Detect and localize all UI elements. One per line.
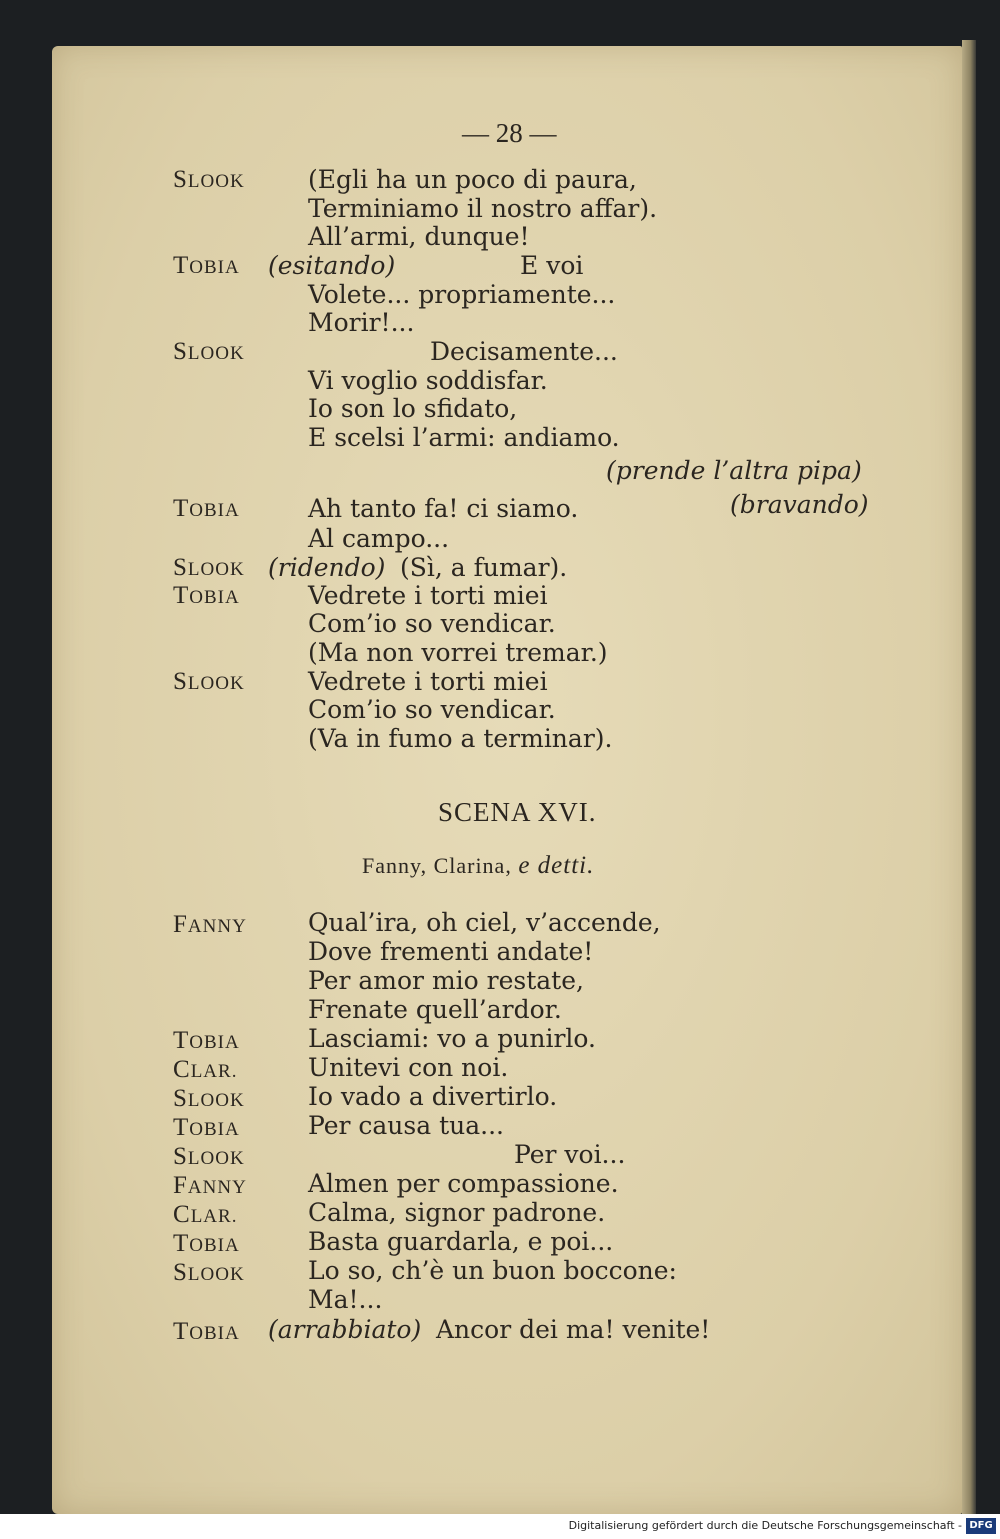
verse-line: Vi voglio soddisfar.	[308, 366, 548, 395]
verse-line: (Egli ha un poco di paura,	[308, 165, 637, 194]
verse-line: Unitevi con noi.	[308, 1053, 509, 1082]
digitization-footer	[0, 1514, 1000, 1539]
verse-line: Morir!...	[308, 308, 415, 337]
speaker-label: FANNY	[173, 1172, 247, 1199]
verse-line: Per amor mio restate,	[308, 966, 584, 995]
verse-line: E voi	[520, 251, 584, 280]
scene-title: SCENA XVI.	[438, 797, 597, 827]
speaker-label: SLOOK	[173, 338, 245, 365]
verse-line: All’armi, dunque!	[308, 222, 530, 251]
speaker-label: TOBIA	[173, 1027, 240, 1054]
speaker-label: SLOOK	[173, 668, 245, 695]
verse-line: Vedrete i torti miei	[308, 581, 548, 610]
scene-cast-names: Fanny, Clarina,	[362, 853, 512, 878]
stage-direction: (prende l’altra pipa)	[606, 456, 862, 485]
stage-direction: (arrabbiato)	[268, 1315, 422, 1344]
verse-line: Terminiamo il nostro affar).	[308, 194, 658, 223]
verse-line: Io vado a divertirlo.	[308, 1082, 558, 1111]
verse-line: Ancor dei ma! venite!	[436, 1315, 711, 1344]
speaker-label: SLOOK	[173, 554, 245, 581]
dfg-logo-icon: DFG	[966, 1518, 996, 1534]
verse-line: Lasciami: vo a punirlo.	[308, 1024, 596, 1053]
verse-line: Lo so, ch’è un buon boccone:	[308, 1256, 677, 1285]
speaker-label: TOBIA	[173, 252, 240, 279]
verse-line: Per causa tua...	[308, 1111, 504, 1140]
verse-line: Vedrete i torti miei	[308, 667, 548, 696]
verse-line: Ah tanto fa! ci siamo.	[308, 494, 579, 523]
verse-line: (Va in fumo a terminar).	[308, 724, 613, 753]
verse-line: E scelsi l’armi: andiamo.	[308, 423, 620, 452]
verse-line: Io son lo sfidato,	[308, 394, 518, 423]
speaker-label: SLOOK	[173, 1259, 245, 1286]
footer-credit: Digitalisierung gefördert durch die Deutsche Forschungsgemeinschaft -	[568, 1519, 962, 1532]
page-number: — 28 —	[462, 118, 557, 148]
speaker-label: SLOOK	[173, 1143, 245, 1170]
verse-line: Ma!...	[308, 1285, 383, 1314]
verse-line: Basta guardarla, e poi...	[308, 1227, 614, 1256]
book-spine	[962, 40, 976, 1518]
verse-line: Volete... propriamente...	[308, 280, 616, 309]
stage-direction: (esitando)	[268, 251, 396, 280]
speaker-label: TOBIA	[173, 1114, 240, 1141]
verse-line: Dove frementi andate!	[308, 937, 594, 966]
stage-direction: (bravando)	[730, 490, 869, 519]
speaker-label: TOBIA	[173, 1318, 240, 1345]
speaker-label: FANNY	[173, 911, 247, 938]
verse-line: (Sì, a fumar).	[400, 553, 568, 582]
verse-line: Al campo...	[308, 524, 450, 553]
verse-line: Frenate quell’ardor.	[308, 995, 562, 1024]
speaker-label: CLAR.	[173, 1056, 238, 1083]
verse-line: Decisamente...	[430, 337, 618, 366]
speaker-label: TOBIA	[173, 1230, 240, 1257]
speaker-label: TOBIA	[173, 582, 240, 609]
verse-line: Calma, signor padrone.	[308, 1198, 606, 1227]
verse-line: Almen per compassione.	[308, 1169, 619, 1198]
speaker-label: SLOOK	[173, 166, 245, 193]
speaker-label: CLAR.	[173, 1201, 238, 1228]
verse-line: Com’io so vendicar.	[308, 609, 556, 638]
verse-line: Com’io so vendicar.	[308, 695, 556, 724]
speaker-label: TOBIA	[173, 495, 240, 522]
verse-line: Per voi...	[514, 1140, 626, 1169]
scene-cast-rest: e detti.	[518, 852, 595, 879]
scene-cast	[362, 852, 594, 880]
verse-line: (Ma non vorrei tremar.)	[308, 638, 608, 667]
stage-direction: (ridendo)	[268, 553, 386, 582]
speaker-label: SLOOK	[173, 1085, 245, 1112]
verse-line: Qual’ira, oh ciel, v’accende,	[308, 908, 661, 937]
